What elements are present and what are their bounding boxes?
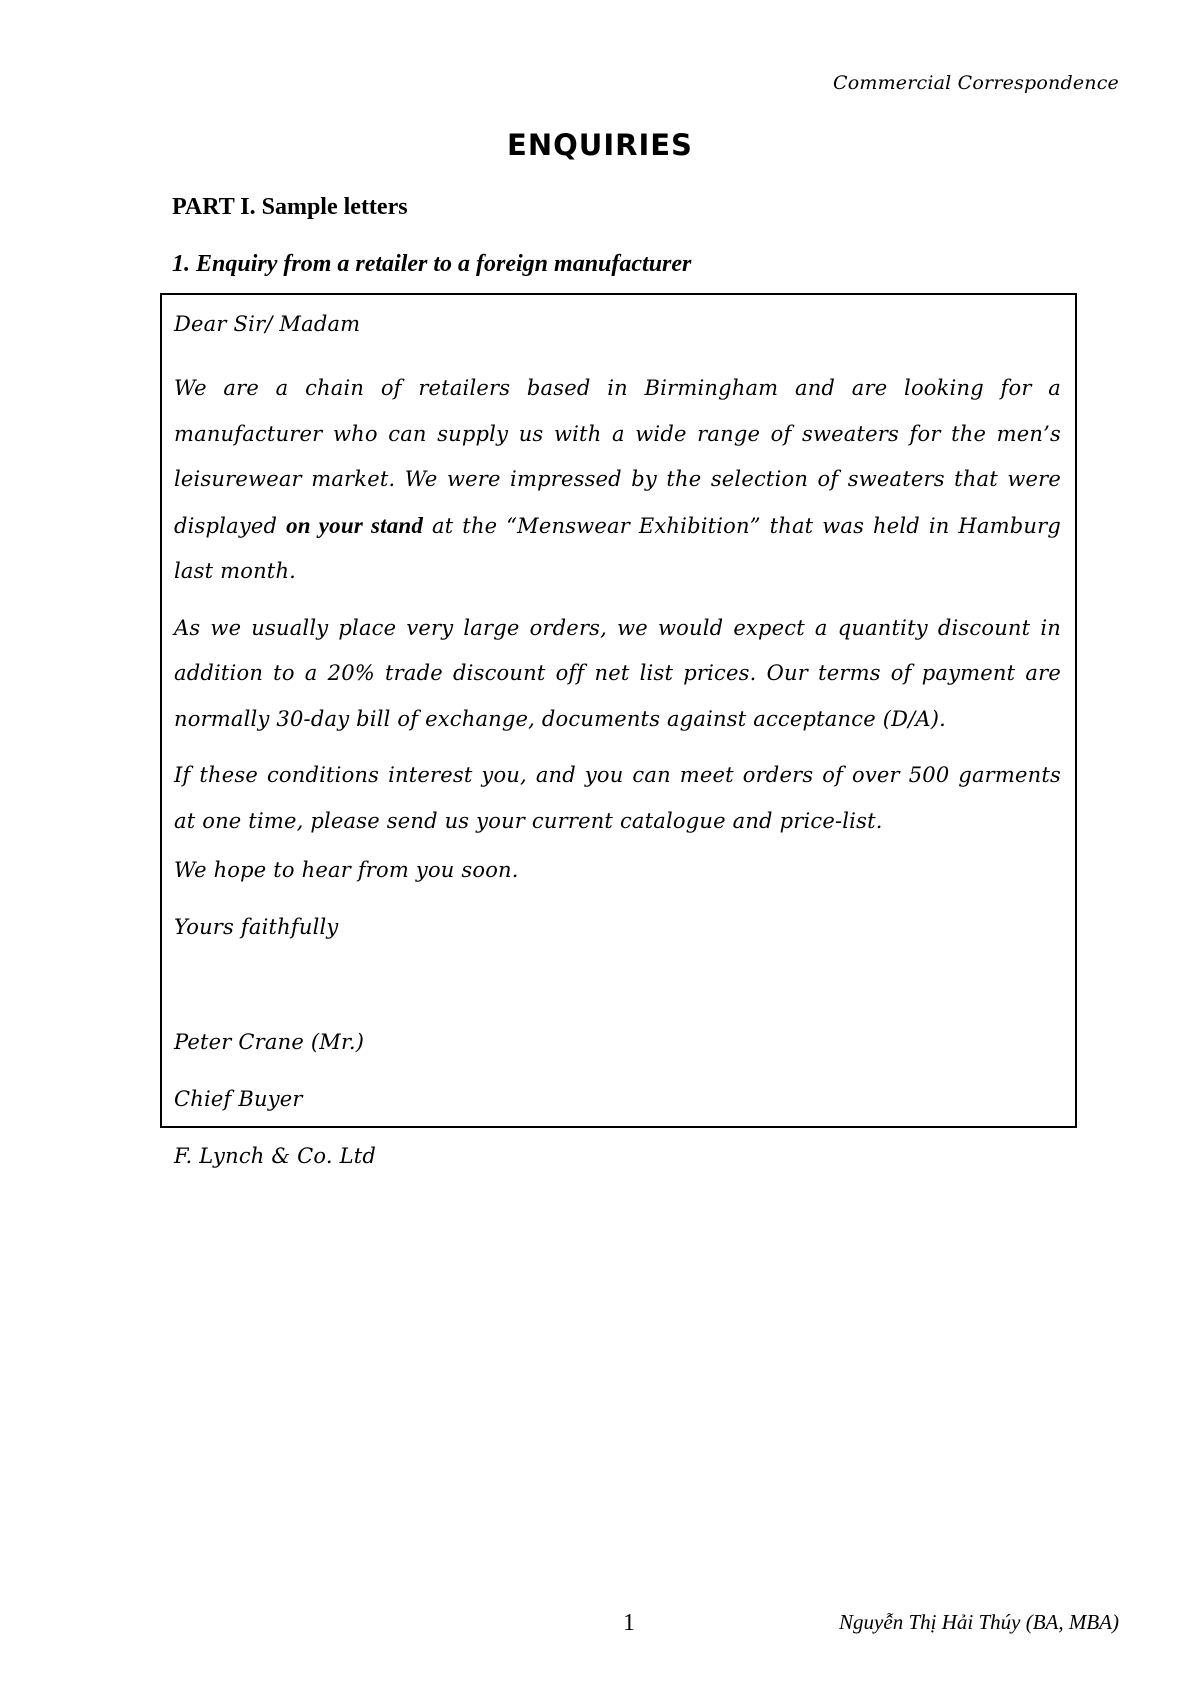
footer-author: Nguyễn Thị Hải Thúy (BA, MBA): [839, 1610, 1119, 1634]
page-number: 1: [623, 1610, 635, 1636]
letter-paragraph-3: If these conditions interest you, and you can meet orders of over 500 garments at one time, please send us your current catalogue and price-list.: [174, 763, 1061, 833]
running-header: Commercial Correspondence: [832, 72, 1119, 94]
letter-salutation: Dear Sir/ Madam: [174, 312, 361, 336]
letter-paragraph-1: [174, 366, 1061, 595]
paragraph-1-emphasis: on your stand: [286, 512, 424, 538]
sample-letter-box: [160, 293, 1077, 1168]
letter-sign-off: Yours faithfully: [174, 915, 339, 939]
letter-paragraph-2: As we usually place very large orders, we would expect a quantity discount in addition to a 20% trade discount off net list prices. Our terms of payment are normally 30-day bill of exchange, documents against acceptance (D/A).: [174, 615, 1061, 731]
letter-heading: 1. Enquiry from a retailer to a foreign manufacturer: [172, 251, 692, 277]
paragraph-1-text-end: at the “Menswear Exhibition” that was held in Hamburg last month.: [174, 513, 1061, 583]
letter-closing-line: We hope to hear from you soon.: [174, 858, 519, 882]
part-heading: PART I. Sample letters: [172, 194, 408, 220]
document-title: ENQUIRIES: [507, 128, 693, 162]
signer-title: Chief Buyer: [174, 1087, 303, 1111]
signer-name: Peter Crane (Mr.): [174, 1030, 365, 1054]
signer-company: F. Lynch & Co. Ltd: [174, 1144, 377, 1168]
paragraph-1-text-start: We are a chain of retailers based in Birmingham and are looking for a manufacturer who can supply us with a wide range of sweaters for the men’s leisurewear market. We were impressed by the selection of sweaters that were displayed: [174, 376, 1061, 538]
